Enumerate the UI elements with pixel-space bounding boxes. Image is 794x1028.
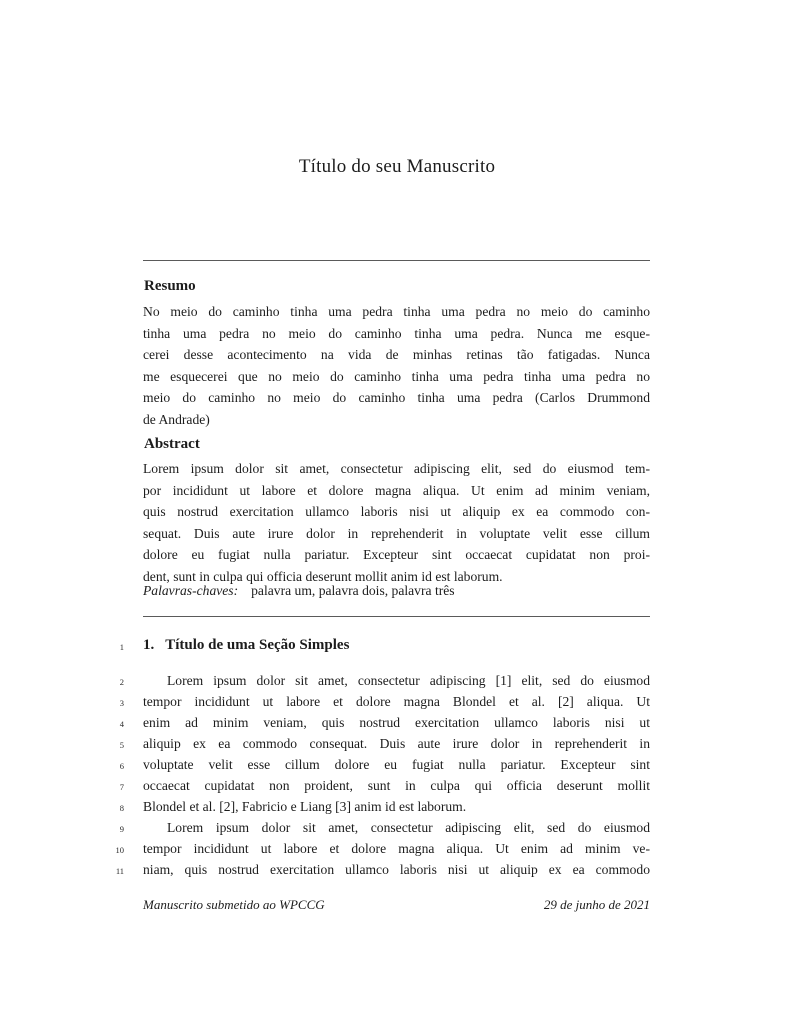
resumo-line: No meio do caminho tinha uma pedra tinha uma pedra no meio do caminho: [143, 304, 650, 319]
abstract-line: quis nostrud exercitation ullamco laboris nisi ut aliquip ex ea commodo con-: [143, 504, 650, 519]
abstract-line: dolore eu fugiat nulla pariatur. Excepteur sint occaecat cupidatat non proi-: [143, 547, 650, 562]
body-text-row: [0, 817, 794, 838]
margin-line-number: 1: [119, 642, 124, 652]
abstract-line: por incididunt ut labore et dolore magna aliqua. Ut enim ad minim veniam,: [143, 482, 650, 498]
margin-line-number: 8: [119, 803, 124, 813]
margin-line-number: 11: [115, 866, 124, 876]
margin-line-number: 3: [119, 698, 124, 708]
section-number: 1.: [143, 637, 155, 653]
section-heading: [143, 635, 650, 656]
section-heading-row: [0, 635, 794, 656]
body-text-line: enim ad minim veniam, quis nostrud exercitation ullamco laboris nisi ut: [143, 715, 650, 730]
margin-line-number: 7: [119, 782, 124, 792]
abstract-line: dent, sunt in culpa qui officia deserunt mollit anim id est laborum.: [143, 568, 503, 584]
body-text-row: [0, 775, 794, 796]
footer-date: 29 de junho de 2021: [543, 897, 650, 912]
body-text-row: [0, 796, 794, 817]
body-text-line: aliquip ex ea commodo consequat. Duis aute irure dolor in reprehenderit in: [143, 736, 650, 751]
body-text-line: tempor incididunt ut labore et dolore magna Blondel et al. [2] aliqua. Ut: [143, 694, 650, 709]
body-text-line: Lorem ipsum dolor sit amet, consectetur adipiscing elit, sed do eiusmod: [167, 820, 650, 835]
body-text-line: niam, quis nostrud exercitation ullamco laboris nisi ut aliquip ex ea commodo: [143, 862, 650, 877]
keywords-label: Palavras-chaves:: [143, 583, 239, 598]
resumo-paragraph: [143, 301, 650, 430]
body-text-line: occaecat cupidatat non proident, sunt in culpa qui officia deserunt mollit: [143, 778, 650, 793]
body-text-row: [0, 712, 794, 733]
body-text-row: [0, 670, 794, 691]
margin-line-number: 9: [119, 824, 124, 834]
page-footer: [143, 897, 650, 913]
body-text-row: [0, 691, 794, 712]
footer-submission-note: Manuscrito submetido ao WPCCG: [143, 897, 325, 912]
keywords-line: [143, 583, 650, 599]
body-text-line: tempor incididunt ut labore et dolore magna aliqua. Ut enim ad minim ve-: [143, 841, 650, 856]
manuscript-title: Título do seu Manuscrito: [298, 156, 496, 177]
resumo-line: cerei desse acontecimento na vida de minhas retinas tão fatigadas. Nunca: [143, 347, 650, 362]
body-text-line: voluptate velit esse cillum dolore eu fugiat nulla pariatur. Excepteur sint: [143, 757, 650, 772]
resumo-line: tinha uma pedra no meio do caminho tinha uma pedra. Nunca me esque-: [143, 325, 650, 341]
margin-line-number: 2: [119, 677, 124, 687]
abstract-line: Lorem ipsum dolor sit amet, consectetur adipiscing elit, sed do eiusmod tem-: [143, 461, 650, 476]
resumo-heading: Resumo: [144, 278, 196, 294]
mid-separator-rule: [143, 616, 650, 617]
top-separator-rule: [143, 260, 650, 261]
body-text-line: Lorem ipsum dolor sit amet, consectetur adipiscing [1] elit, sed do eiusmod: [167, 673, 650, 688]
body-text-row: [0, 859, 794, 880]
body-text-row: [0, 754, 794, 775]
margin-line-number: 5: [119, 740, 124, 750]
margin-line-number: 4: [119, 719, 124, 729]
abstract-paragraph: [143, 458, 650, 587]
section-title: Título de uma Seção Simples: [165, 637, 350, 653]
abstract-heading: Abstract: [144, 436, 200, 452]
body-text-row: [0, 838, 794, 859]
body-text-row: [0, 733, 794, 754]
margin-line-number: 10: [115, 845, 124, 855]
keywords-value: palavra um, palavra dois, palavra três: [251, 583, 455, 598]
abstract-line: sequat. Duis aute irure dolor in reprehenderit in voluptate velit esse cillum: [143, 525, 650, 541]
resumo-line: meio do caminho no meio do caminho tinha uma pedra (Carlos Drummond: [143, 390, 650, 405]
margin-line-number: 6: [119, 761, 124, 771]
resumo-line: me esquecerei que no meio do caminho tinha uma pedra tinha uma pedra no: [143, 368, 650, 384]
resumo-line: de Andrade): [143, 411, 210, 427]
body-text-line: Blondel et al. [2], Fabricio e Liang [3] anim id est laborum.: [143, 799, 467, 814]
